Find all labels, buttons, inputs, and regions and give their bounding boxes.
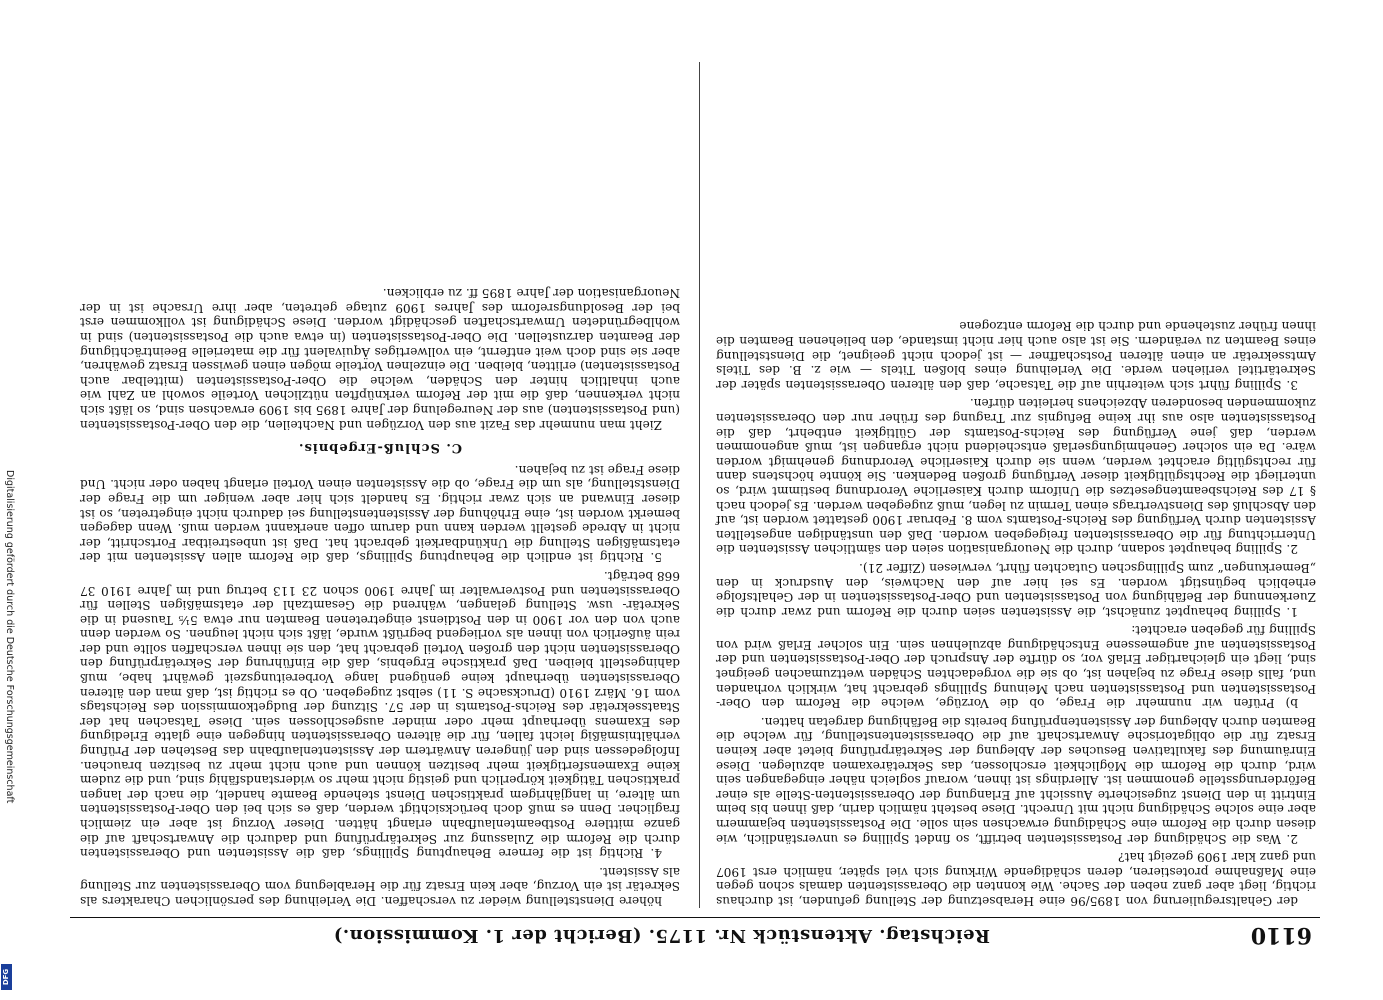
dfg-logo-text: DFG <box>2 968 11 986</box>
text-columns <box>70 62 1320 908</box>
paragraph: b) Prüfen wir nunmehr die Frage, ob die Vorzüge, welche die Reform den Ober-Postassistenten und Postassistenten nach Meinung Spillings gebracht hat, wirklich vorhanden und, falls diese Frage zu bejahen ist, ob sie die vorgedachten Schäden wettzumachen geeignet sind, liegt ein gleichartiger Erlaß vor, so dürfte der Anspruch der Ober-Postassistenten und der Postassistenten auf angemessene Entschädigung abzulehnen sein. Ein solcher Erlaß wird von Spilling für gegeben erachtet: <box>716 623 1316 711</box>
paragraph: 4. Richtig ist die fernere Behauptung Spillings, daß die Assistenten und Oberassistenten durch die Reform die Zulassung zur Sekretärprüfung und dadurch die Anwartschaft auf die ganze mittlere Postbeamtenlaufbahn erlangt hätten. Dieser Vorzug ist aber ein ziemlich fraglicher. Denn es muß doch berücksichtigt werden, daß es sich bei den Ober-Postassistenten um ältere, in langjährigem praktischen Dienst stehende Beamte handelt, die nach der langen praktischen Tätigkeit körperlich und geistig nicht mehr so widerstandsfähig sind, und die zudem keine Examensfertigkeit mehr besitzen können und auch nicht mehr zu besitzen brauchen. Infolgedessen sind den jüngeren Anwärtern der Assistentenlaufbahn das Bestehen der Prüfung verhältnismäßig leicht fallen, für die älteren Oberassistenten hingegen eine glatte Erledigung des Examens überhaupt mehr oder minder ausgeschlossen sein. Diese Tatsachen hat der Staatssekretär des Reichs-Postamts in der 57. Sitzung der Budgetkommission des Reichstags vom 16. März 1910 (Drucksache S. 11) selbst zugegeben. Ob es richtig ist, daß man den älteren Oberassistenten überhaupt keine genügend lange Vorbereitungszeit gewährt habe, muß dahingestellt bleiben. Daß praktische Ergebnis, daß die Einführung der Sekretärprüfung den Oberassistenten nicht den großen Vorteil gebracht hat, den sie ihnen verschaffen sollte und der rein äußerlich von ihnen als vorliegend begrüßt wurde, läßt sich nicht leugnen. So werden denn auch von den vor 1900 in den Postdienst eingetretenen Beamten nur etwa 5⅕ Tausend in die Sekretär- usw. Stellung gelangen, während die Gesamtzahl der etatsmäßigen Stellen für Oberassistenten und Postverwalter im Jahre 1900 schon 23 113 betrug und im Jahre 1910 37 668 beträgt. <box>80 568 680 861</box>
page-number: 6110 <box>1250 922 1312 948</box>
paragraph: höhere Dienststellung wieder zu verschaffen. Die Verleihung des persönlichen Charakters als Sekretär ist ein Vorzug, aber kein Ersatz für die Herablegung vom Oberassistenten zur Stellung als Assistent. <box>80 864 680 908</box>
paragraph: 5. Richtig ist endlich die Behauptung Spillings, daß die Reform allen Assistenten mit der etatsmäßigen Stellung die Unkündbarkeit gebracht hat. Daß ist unbestreitbar Fortschritt, der nicht in Abrede gestellt werden kann und darum offen anerkannt werden muß. Wenn dagegen bemerkt worden ist, eine Erhöhung der Assistentenstellung sei dadurch nicht eingetreten, so ist dieser Einwand an sich zwar richtig. Es handelt sich hier aber weniger um die Frage der Dienststellung, als um die Frage, ob die Assistenten einen Vorteil erlangt haben oder nicht. Und diese Frage ist zu bejahen. <box>80 462 680 565</box>
section-heading: C. Schluß-Ergebnis. <box>297 440 463 456</box>
paragraph: 2. Spilling behauptet sodann, durch die Neuorganisation seien den sämtlichen Assistenten die Unterrichtung für die Oberassistenten freigegeben worden. Daß den unständigen angestellten Assistenten durch Verfügung des Reichs-Postamts vom 8. Februar 1900 gestattet worden ist, auf den Abschluß des Dienstvertrags einen Termin zu legen, muß zugegeben werden. Es jedoch nach § 17 des Reichsbeamtengesetzes die Uniform durch Kaiserliche Verordnung bestimmt wird, so unterliegt die Rechtsgültigkeit dieser Verfügung großen Bedenken. Sie könnte höchstens dann für rechtsgültig erachtet werden, wenn sie durch Kaiserliche Verordnung genehmigt worden wäre. Da ein solcher Genehmigungserlaß entscheidend nicht ergangen ist, muß angenommen werden, daß jene Verfügung des Reichs-Postamts der Gültigkeit entbehrt, daß die Postassistenten also aus ihr keine Befugnis zur Tragung des früher nur den Oberassistenten zukommenden besonderen Abzeichens herleiten dürfen. <box>716 396 1316 557</box>
paragraph: 3. Spilling führt sich weiterhin auf die Tatsache, daß den älteren Oberassistenten später der Sekretärtitel verliehen werde. Die Verleihung eines bloßen Titels — wie z. B. des Titels Amtssekretär an einen älteren Postschaffner — ist jedoch nicht geeignet, die Dienststellung eines Beamten zu verändern. Sie ist also auch hier nicht imstande, den beliehenen Beamten die ihnen früher zustehende und durch die Reform entzogene <box>716 319 1316 392</box>
paragraph: der Gehaltsregulierung von 1895/96 eine Herabsetzung der Stellung gefunden, ist durchaus richtig, liegt aber ganz neben der Sache. Wie konnten die Oberassistenten damals schon gegen eine Maßnahme protestieren, deren schädigende Wirkung sich viel später, nämlich erst 1907 und ganz klar 1909 gezeigt hat? <box>716 850 1316 908</box>
dfg-logo <box>1 964 12 990</box>
paragraph: Zieht man nunmehr das Fazit aus den Vorzügen und Nachteilen, die den Ober-Postassistenten (und Postassistenten) aus der Neuregelung der Jahre 1895 bis 1909 erwachsen sind, so läßt sich nicht verkennen, daß die mit der Reform verknüpften nützlichen Vorteile sowohl an Zahl wie auch inhaltlich hinter den Schäden, welche die Ober-Postassistenten (mittelbar auch Postassistenten) erlitten, bleiben. Die einzelnen Vorteile mögen einen gewissen Ersatz gewähren, aber sie sind doch weit entfernt, ein vollwertiges Äquivalent für die materielle Beeinträchtigung der Beamten darzustellen. Die Ober-Postassistenten (in etwa auch die Postassistenten) sind in wohlbegründeten Umwartschaften geschädigt worden. Diese Schädigung ist vollkommen erst bei der Besoldungsreform des Jahres 1909 zutage getreten, aber ihre Ursache ist in der Neuorganisation der Jahre 1895 ff. zu erblicken. <box>80 286 680 432</box>
column-divider <box>699 62 700 908</box>
page-title: Reichstag. Aktenstück Nr. 1175. (Bericht der 1. Kommission.) <box>333 925 990 946</box>
paragraph: 1. Spilling behauptet zunächst, die Assistenten seien durch die Reform und zwar durch die Zuerkennung der Befähigung von Postassistenten und Ober-Postassistenten in der Gehaltsfolge erheblich begünstigt worden. Es sei hier auf den Nachweis, den Ausdruck in den „Bemerkungen“ zum Spillingschen Gutachten führt, verwiesen (Ziffer 21). <box>716 560 1316 619</box>
page-header <box>70 917 1320 952</box>
digitization-credit: Digitalisierung gefördert durch die Deutsche Forschungsgemeinschaft <box>4 470 15 804</box>
digitization-strip <box>0 470 14 1000</box>
document-page <box>70 62 1320 952</box>
left-column <box>716 315 1316 908</box>
right-column <box>80 282 680 908</box>
paragraph: 2. Was die Schädigung der Postassistenten betrifft, so findet Spilling es unverständlich, wie diesen durch die Reform eine Schädigung erwachsen sein solle. Die Postassistenten bejammern aber eine solche Schädigung nicht mit Unrecht. Diese besteht nämlich darin, daß ihnen bis beim Eintritt in den Dienst zugesicherte Aussicht auf Erlangung der Oberassistenten-Stelle als einer Beförderungsstelle genommen ist. Allerdings ist ihnen, worauf sogleich näher eingegangen sein wird, durch die Reform die Möglichkeit erschlossen, das Sekretärexamen abzulegen. Diese Einräumung des fakultativen Besuches der Ablegung der Sekretärprüfung bietet aber keinen Ersatz für die obligatorische Anwartschaft auf die Oberassistentenstellung, für welche die Beamten durch Ablegung der Assistentenprüfung bereits die Befähigung dargetan hatten. <box>716 714 1316 846</box>
